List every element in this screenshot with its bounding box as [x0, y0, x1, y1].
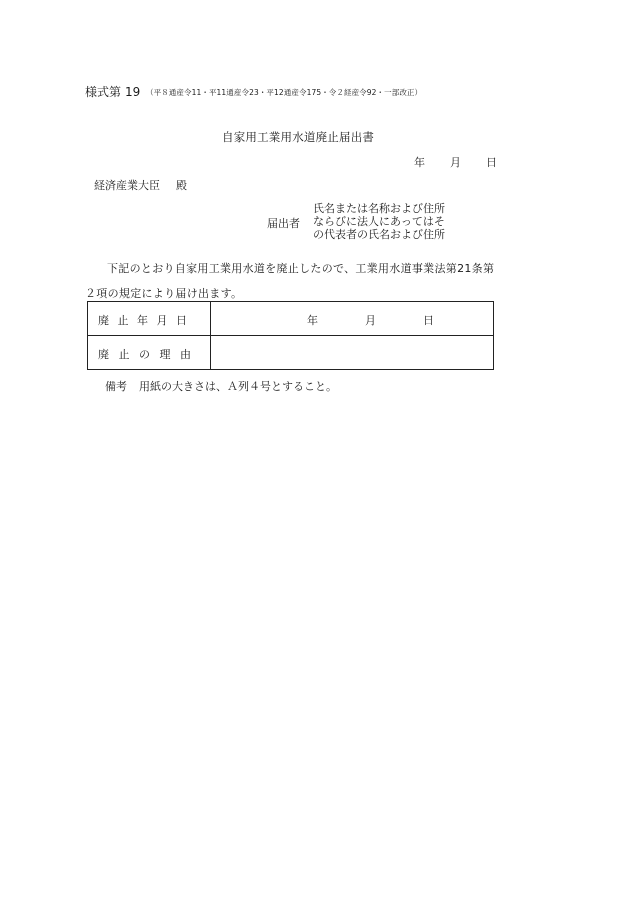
applicant-line: ならびに法人にあってはそ	[313, 215, 445, 228]
submission-date	[414, 154, 497, 170]
table-row-divider	[88, 335, 493, 336]
date-month-label: 月	[450, 156, 461, 169]
remarks-label: 備考	[105, 380, 127, 393]
document-title: 自家用工業用水道廃止届出書	[222, 130, 375, 144]
form-number	[85, 83, 140, 100]
date-year-label: 年	[414, 156, 425, 169]
body-paragraph: 下記のとおり自家用工業用水道を廃止したので、工業用水道事業法第21条第２項の規定により届け出ます。	[85, 262, 495, 300]
abolition-date-label: 廃止年月日	[98, 314, 196, 327]
abolition-day-label: 日	[423, 314, 434, 327]
remarks	[105, 378, 337, 394]
abolition-month-label: 月	[365, 314, 376, 327]
form-label: 様式第	[85, 85, 122, 99]
addressee-honorific: 殿	[176, 179, 187, 192]
abolition-date-field	[307, 312, 434, 328]
revision-history: （平８通産令11・平11通産令23・平12通産令175・令２経産令92・一部改正）	[146, 88, 423, 97]
addressee	[94, 177, 187, 193]
applicant-fields	[313, 202, 445, 241]
applicant-line: の代表者の氏名および住所	[313, 228, 445, 241]
applicant-label: 届出者	[267, 217, 300, 230]
date-day-label: 日	[486, 156, 497, 169]
abolition-year-label: 年	[307, 314, 318, 327]
abolition-reason-label: 廃止の理由	[98, 348, 201, 361]
addressee-name: 経済産業大臣	[94, 179, 160, 192]
form-number-value: 19	[125, 85, 141, 99]
abolition-table	[87, 301, 494, 370]
applicant-line: 氏名または名称および住所	[313, 202, 445, 215]
remarks-text: 用紙の大きさは、Ａ列４号とすること。	[139, 380, 337, 393]
table-column-divider	[210, 302, 211, 369]
